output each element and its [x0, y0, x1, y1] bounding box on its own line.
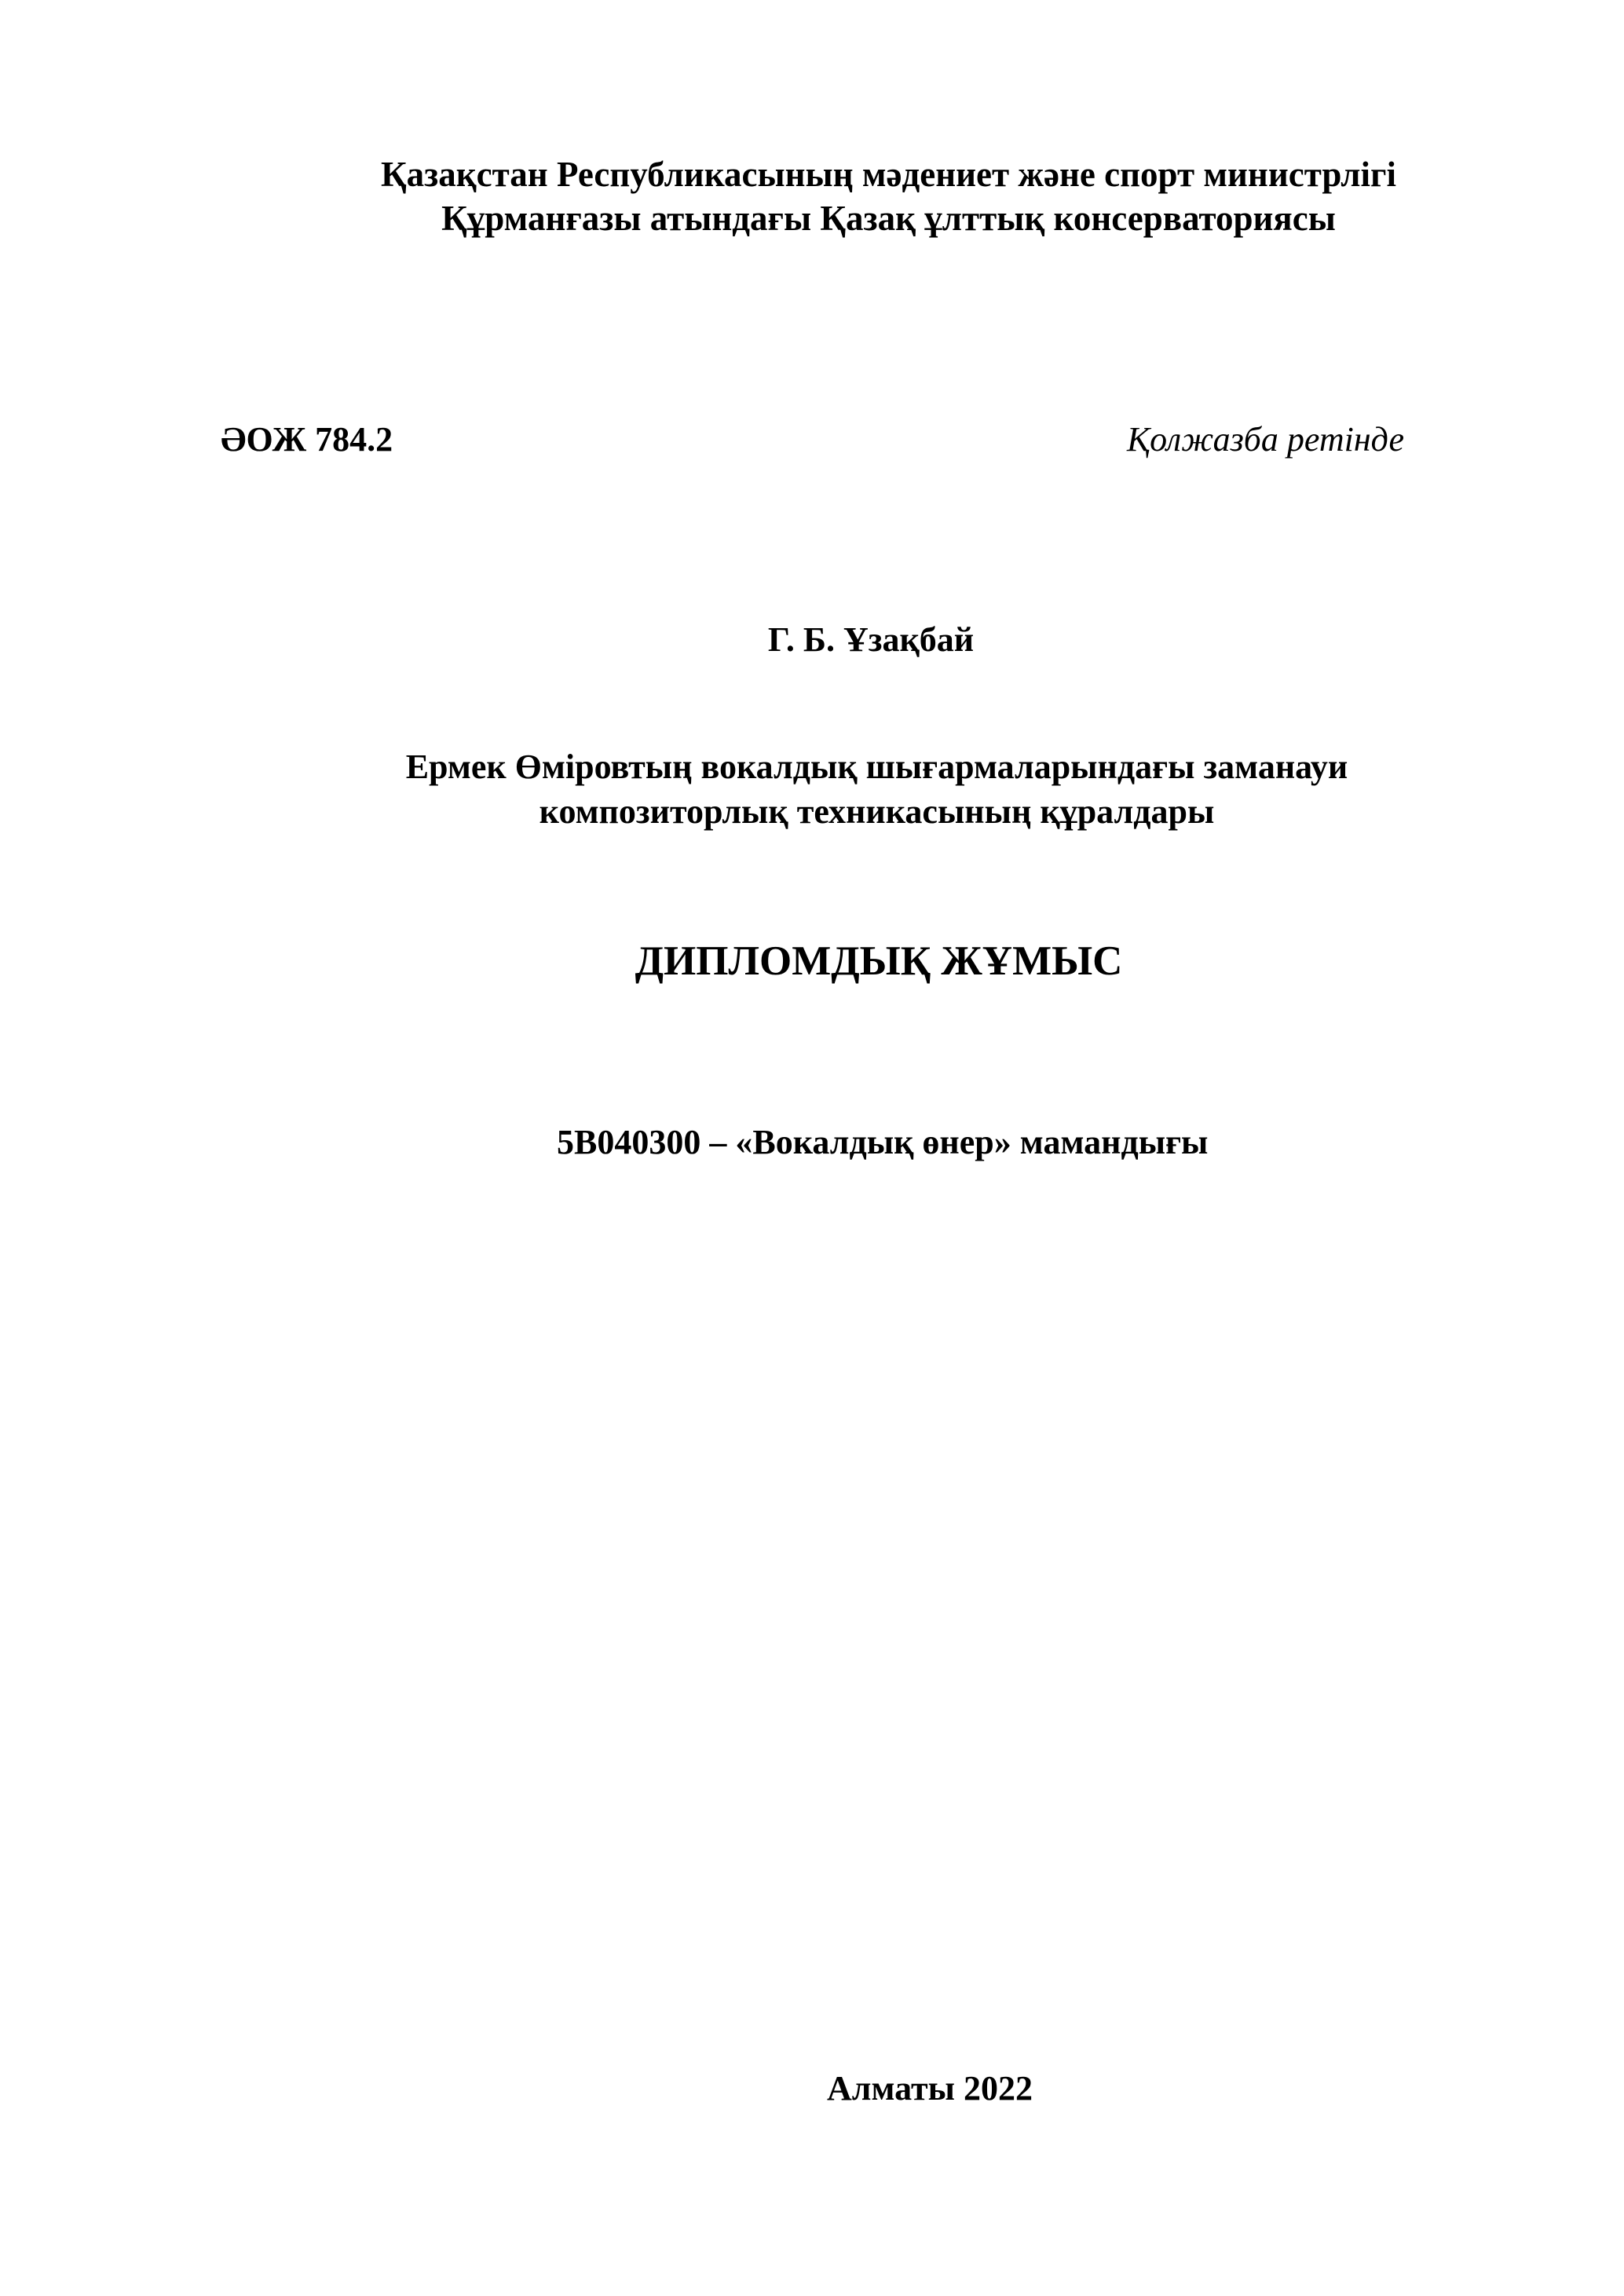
specialty-line: 5В040300 – «Вокалдық өнер» мамандығы: [557, 1123, 1209, 1161]
institution-heading: Құрманғазы атындағы Қазақ ұлттық консерваториясы: [441, 199, 1336, 238]
manuscript-note: Қолжазба ретінде: [1126, 420, 1404, 459]
work-type-heading: ДИПЛОМДЫҚ ЖҰМЫС: [635, 938, 1123, 984]
city-year: Алматы 2022: [827, 2069, 1033, 2108]
author-name: Г. Б. Ұзақбай: [767, 620, 975, 659]
udc-code: ӘОЖ 784.2: [221, 420, 393, 459]
thesis-title-line-2: композиторлық техникасының құралдары: [539, 792, 1215, 831]
ministry-heading: Қазақстан Республикасының мәдениет және спорт министрлігі: [381, 155, 1396, 194]
thesis-title-line-1: Ермек Өміровтың вокалдық шығармаларындағы заманауи: [405, 748, 1348, 786]
